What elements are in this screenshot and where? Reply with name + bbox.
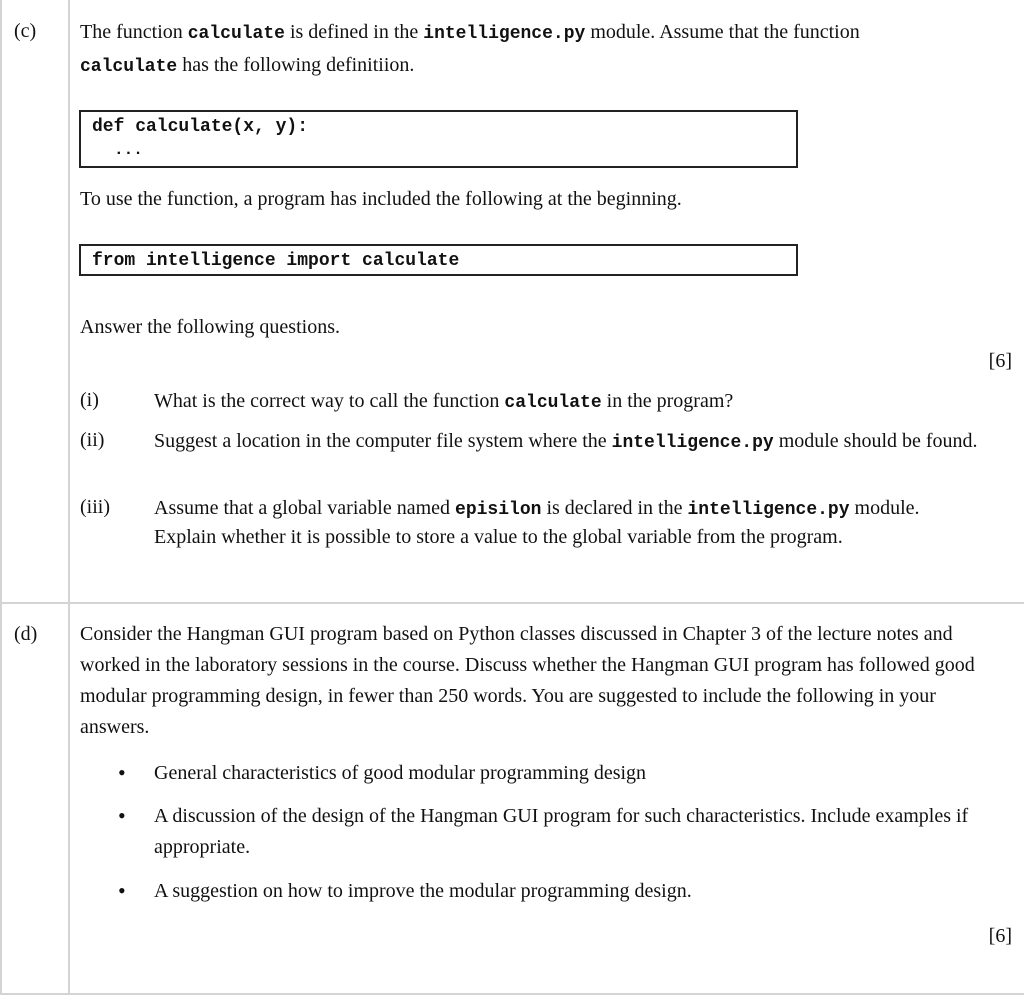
part-d-marks: [6] bbox=[988, 925, 1012, 947]
bullet-item: A discussion of the design of the Hangman GUI program for such characteristics. Include examples if appropriate. bbox=[154, 805, 969, 858]
bullet-item: A suggestion on how to improve the modular programming design. bbox=[154, 880, 692, 902]
label-column-divider bbox=[68, 0, 70, 995]
code-ellipsis: ... bbox=[114, 141, 143, 159]
question-ii: Suggest a location in the computer file system where the intelligence.py module should be found. bbox=[154, 430, 978, 453]
use-text: To use the function, a program has included the following at the beginning. bbox=[80, 188, 682, 210]
question-number: (ii) bbox=[80, 429, 105, 451]
code-import-box bbox=[79, 244, 798, 276]
question-iii: Assume that a global variable named episilon is declared in the intelligence.py module. Explain whether it is possible to store a value to the global variable from the program. bbox=[154, 497, 920, 548]
part-c-marks: [6] bbox=[988, 350, 1012, 372]
question-number: (iii) bbox=[80, 496, 110, 518]
bullet-icon: • bbox=[118, 878, 126, 903]
question-i: What is the correct way to call the function calculate in the program? bbox=[154, 390, 734, 413]
row-divider bbox=[0, 602, 1024, 604]
answer-text: Answer the following questions. bbox=[80, 316, 340, 338]
bullet-item: General characteristics of good modular programming design bbox=[154, 762, 647, 784]
bullet-icon: • bbox=[118, 803, 126, 828]
bullet-icon: • bbox=[118, 760, 126, 785]
part-d-intro: Consider the Hangman GUI program based on Python classes discussed in Chapter 3 of the lecture notes and worked in the laboratory sessions in the course. Discuss whether the Hangman GUI program has followed good modular programming design, in fewer than 250 words. You are suggested to include the following in your answers. bbox=[80, 623, 975, 738]
part-d-label: (d) bbox=[14, 623, 38, 645]
bottom-border bbox=[0, 993, 1024, 995]
part-c-label: (c) bbox=[14, 20, 37, 42]
left-border bbox=[0, 0, 2, 995]
question-number: (i) bbox=[80, 389, 99, 411]
code-definition-box bbox=[79, 110, 798, 168]
part-c-intro: The function calculate is defined in the intelligence.py module. Assume that the function calculate has the following definitiion. bbox=[80, 21, 860, 77]
code-def-line: def calculate(x, y): bbox=[92, 117, 309, 137]
code-import-line: from intelligence import calculate bbox=[92, 251, 460, 271]
